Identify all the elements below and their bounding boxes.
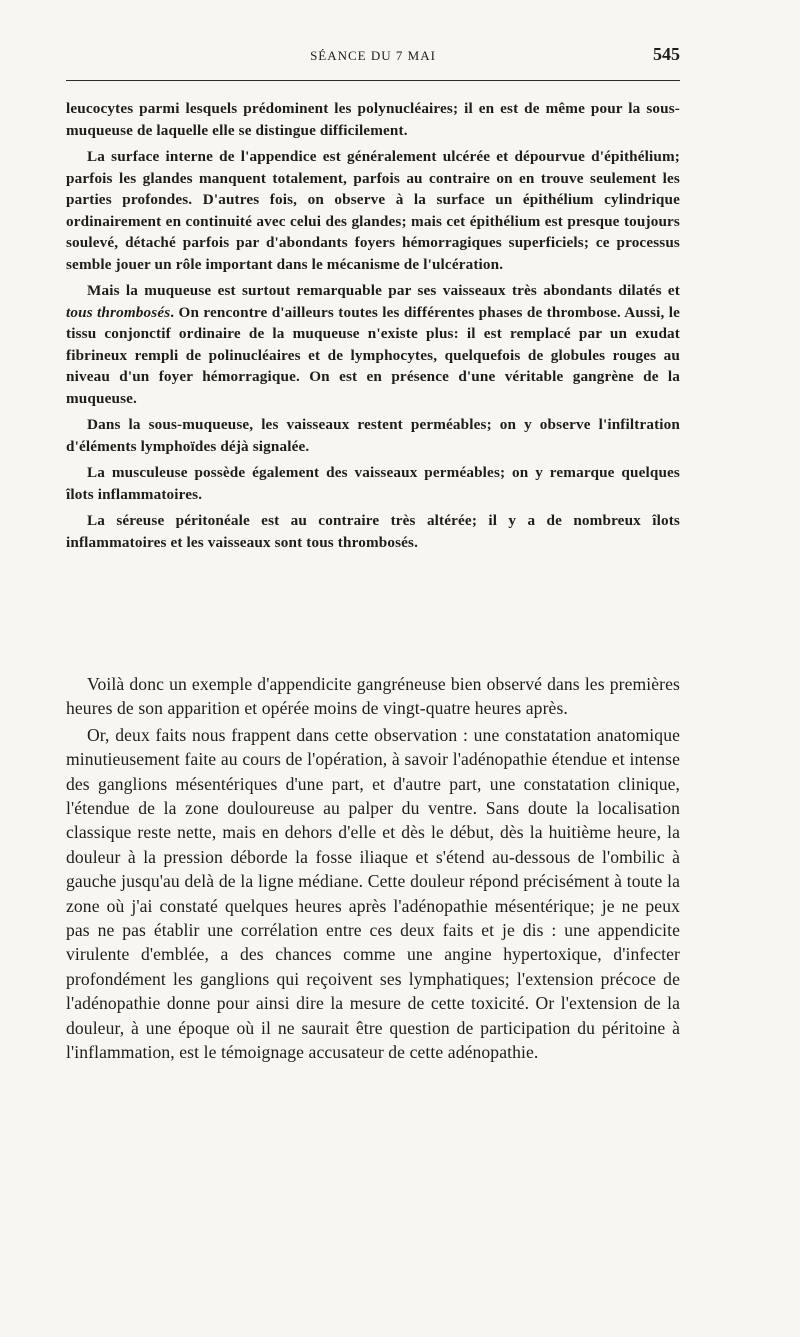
commentary-paragraph: Or, deux faits nous frappent dans cette observation : une constatation anatomique minutieusement faite au cours de l'opération, à savoir l'adénopathie étendue et intense des ganglions mésentériques d'une part, et d'autre part, une constatation clinique, l'étendue de la zone douloureuse au palper du ventre. Sans doute la localisation classique reste nette, mais en dehors d'elle et dès le début, dès la huitième heure, la douleur à la pression déborde la fosse iliaque et s'étend au-dessous de l'ombilic à gauche jusqu'au delà de la ligne médiane. Cette douleur répond précisément à toute la zone où j'ai constaté quelques heures après l'adénopathie mésentérique; je ne peux pas ne pas établir une corrélation entre ces deux faits et je dis : une appendicite virulente d'emblée, a des chances comme une angine hypertoxique, d'infecter profondément les ganglions qui reçoivent ses lymphatiques; l'extension précoce de l'adénopathie donne pour ainsi dire la mesure de cette toxicité. Or l'extension de la douleur, à une époque où il ne saurait être question de participation du péritoine à l'inflammation, est le témoignage accusateur de cette adénopathie. [66, 724, 680, 1063]
observation-paragraph: La séreuse péritonéale est au contraire très altérée; il y a de nombreux îlots inflammatoires et les vaisseaux sont tous thrombosés. [66, 512, 680, 551]
running-title: SÉANCE DU 7 MAI [310, 48, 436, 63]
running-head [66, 44, 680, 68]
observation-paragraph: Dans la sous-muqueuse, les vaisseaux restent perméables; on y observe l'infiltration d'éléments lymphoïdes déjà signalée. [66, 416, 680, 455]
page-number: 545 [653, 44, 680, 64]
observation-paragraph: La surface interne de l'appendice est généralement ulcérée et dépourvue d'épithélium; parfois les glandes manquent totalement, parfois au contraire on en trouve seulement les parties profondes. D'autres fois, on observe à la surface un épithélium cylindrique ordinairement en continuité avec celui des glandes; mais cet épithélium est presque toujours soulevé, détaché parfois par d'abondants foyers hémorragiques superficiels; ce processus semble jouer un rôle important dans le mécanisme de l'ulcération. [66, 148, 680, 273]
text-run: . On rencontre d'ailleurs toutes les différentes phases de thrombose. Aussi, le tissu conjonctif ordinaire de la muqueuse n'existe plus: il est remplacé par un exudat fibrineux rempli de polinucléaires et de lymphocytes, quelquefois de globules rouges au niveau d'un foyer hémorragique. On est en présence d'une véritable gangrène de la muqueuse. [66, 303, 680, 407]
observation-text [66, 98, 680, 553]
observation-paragraph: leucocytes parmi lesquels prédominent les polynucléaires; il en est de même pour la sous-muqueuse de laquelle elle se distingue difficilement. [66, 100, 680, 139]
header-rule [66, 80, 680, 81]
commentary-paragraph: Voilà donc un exemple d'appendicite gangréneuse bien observé dans les premières heures de son apparition et opérée moins de vingt-quatre heures après. [66, 674, 680, 719]
observation-paragraph [66, 280, 680, 409]
italic-emphasis: tous thrombosés [66, 303, 171, 321]
observation-paragraph: La musculeuse possède également des vaisseaux perméables; on y remarque quelques îlots inflammatoires. [66, 464, 680, 503]
commentary-text [66, 672, 680, 1065]
text-run: Mais la muqueuse est surtout remarquable par ses vaisseaux très abondants dilatés et [87, 282, 680, 299]
